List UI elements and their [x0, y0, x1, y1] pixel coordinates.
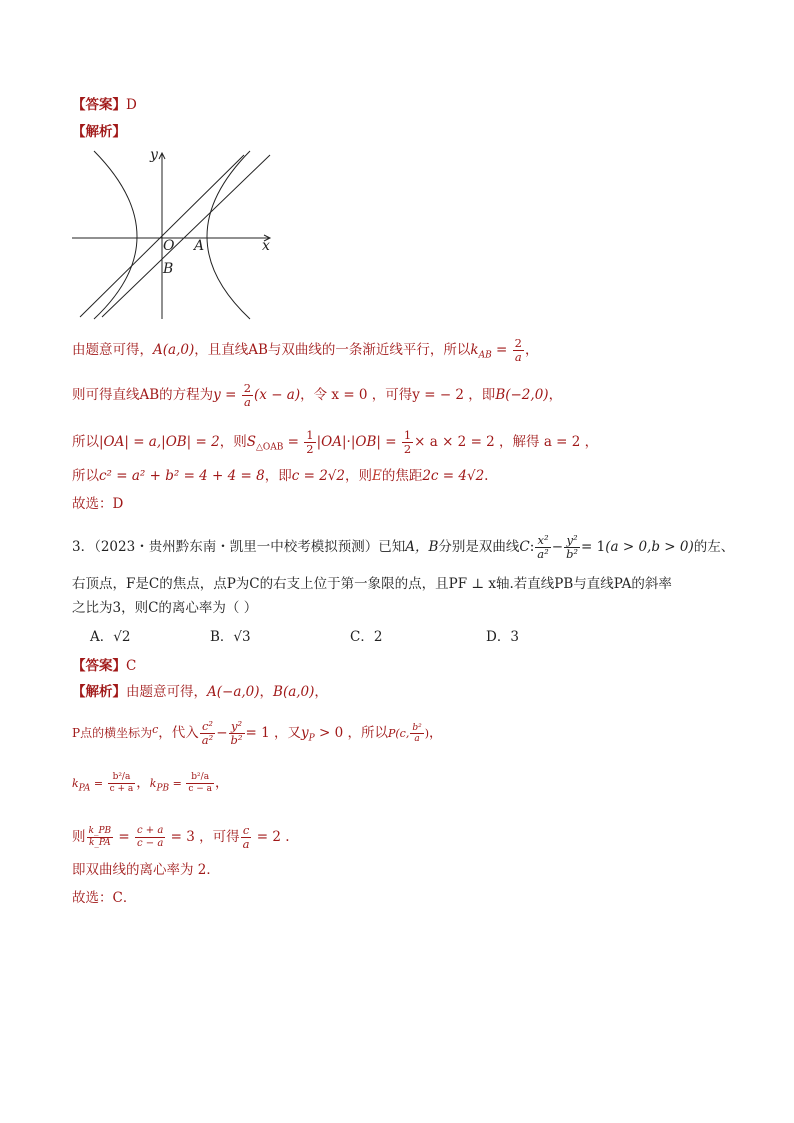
text: 所以 [72, 468, 99, 484]
x-label: x [262, 238, 270, 254]
text: ， [429, 725, 443, 741]
answer-label: 【答案】 [72, 97, 126, 113]
text: = 3 ，可得 [166, 829, 240, 845]
text: E [371, 468, 382, 484]
denominator: a² [201, 733, 214, 747]
fraction [242, 382, 253, 409]
text: : [529, 539, 535, 555]
fraction [410, 723, 423, 744]
text: ， [136, 775, 150, 791]
text: ， [259, 684, 274, 700]
numerator: 2 [514, 336, 522, 350]
text: c = 2√2 [291, 468, 345, 484]
text: ，则 [219, 434, 247, 450]
text: ， [548, 387, 563, 403]
text: k [149, 777, 157, 790]
text: 故选：C． [72, 890, 137, 906]
slope-symbol: k [470, 342, 479, 358]
numerator: b² [412, 723, 422, 733]
numerator: c [241, 824, 252, 838]
text: ，代入 [158, 725, 199, 741]
text: y = [213, 387, 241, 403]
answer-line-3 [72, 656, 136, 676]
text: k [72, 777, 79, 790]
text: 所以 [72, 434, 99, 450]
answer-line-1 [72, 95, 137, 115]
option-a[interactable] [90, 627, 130, 647]
line-ab [102, 155, 270, 317]
text: A(−a,0) [207, 684, 260, 700]
text: 的焦距 [381, 468, 423, 484]
subscript: AB [478, 350, 492, 361]
fraction [535, 534, 550, 561]
analysis-label-1 [72, 122, 126, 142]
text: 由题意可得， [126, 684, 207, 700]
text: B． [210, 629, 234, 645]
option-d[interactable]: D．3 [486, 629, 519, 645]
right-branch [207, 151, 250, 319]
sol1-line3 [72, 429, 598, 458]
point-b-label: B [163, 261, 174, 277]
text: ，即 [264, 468, 292, 484]
text: 3．（2023・贵州黔东南・凯里一中校考模拟预测）已知 [72, 539, 406, 555]
text: ) [424, 727, 430, 740]
denominator: k_PA [88, 838, 111, 848]
numerator: 1 [306, 428, 314, 442]
subscript: △OAB [255, 442, 284, 453]
numerator: 1 [403, 428, 412, 442]
text: = 1 ，又 [245, 725, 301, 741]
subscript: PA [78, 783, 91, 794]
numerator: c² [200, 720, 215, 734]
analysis-label: 【解析】 [72, 684, 126, 700]
fraction [513, 337, 524, 364]
answer-value: D [126, 97, 137, 113]
origin-label: O [163, 238, 175, 254]
text: |OA|·|OB| = [316, 434, 401, 450]
text: = [283, 434, 304, 450]
numerator: b²/a [186, 772, 214, 784]
text: 即双曲线的离心率为 2． [72, 862, 220, 878]
numerator: b²/a [108, 772, 136, 784]
question-3-line2 [72, 574, 672, 594]
text: A，B [405, 539, 439, 555]
fraction [402, 429, 413, 456]
left-branch [94, 151, 137, 319]
denominator: a [514, 350, 522, 364]
text: 2c = 4√2 [422, 468, 485, 484]
analysis-line-3 [72, 682, 328, 702]
text: ，则 [344, 468, 372, 484]
text: = [169, 777, 186, 790]
denominator: a [242, 837, 250, 851]
text: = [90, 777, 107, 790]
text: 故选：D [72, 496, 124, 512]
text: 由题意可得， [72, 342, 153, 358]
point-a: A(a,0) [153, 342, 195, 358]
text: C [519, 539, 530, 555]
text: 则 [72, 829, 86, 845]
denominator: b² [566, 547, 579, 561]
sol1-line2 [72, 382, 562, 409]
numerator: k_PB [88, 826, 112, 836]
numerator: c + a [137, 825, 164, 836]
sol1-line4 [72, 466, 488, 486]
denominator: b² [230, 733, 243, 747]
hyperbola-graph [72, 147, 282, 322]
denominator: c − a [188, 784, 213, 794]
text: |OA| = a,|OB| = 2 [99, 434, 220, 450]
denominator: a² [537, 547, 549, 561]
sol3-line3 [72, 772, 229, 799]
sol3-line2 [72, 720, 443, 749]
point-a-label: A [194, 238, 205, 254]
answer-label: 【答案】 [72, 658, 126, 674]
numerator: y² [229, 720, 245, 734]
text: B(a,0) [273, 684, 315, 700]
text: = [491, 342, 512, 358]
denominator: c + a [109, 784, 134, 794]
fraction [87, 826, 114, 849]
text: 右顶点，F是C的焦点，点P为C的右支上位于第一象限的点，且PF ⊥ x轴.若直线PB与直线PA的斜率 [72, 576, 672, 592]
text: = 2 . [252, 829, 290, 845]
denominator: 2 [403, 442, 412, 456]
text: A． [90, 629, 114, 645]
text: 分别是双曲线 [438, 539, 520, 555]
numerator: y² [564, 534, 580, 548]
area-symbol: S [246, 434, 256, 450]
subscript: P [308, 733, 315, 744]
fraction [564, 534, 580, 561]
text: P点的横坐标为 [72, 726, 153, 740]
denominator: c − a [137, 838, 164, 849]
analysis-label: 【解析】 [72, 124, 126, 140]
text: ， [524, 342, 539, 358]
fraction [108, 772, 136, 795]
numerator: 2 [243, 381, 252, 395]
fraction [241, 824, 252, 851]
text: = 1 [581, 539, 606, 555]
sol1-line5 [72, 494, 123, 514]
denominator: a [414, 734, 420, 744]
text: 之比为3，则C的离心率为（ ） [72, 600, 258, 616]
text: 的左、 [693, 539, 735, 555]
text: × a × 2 = 2 ，解得 a = 2 ， [414, 434, 599, 450]
text: ， [314, 684, 328, 700]
text: √3 [233, 629, 251, 645]
text: ，且直线AB与双曲线的一条渐近线平行，所以 [194, 342, 471, 358]
fraction [229, 720, 245, 747]
y-label: y [150, 147, 158, 163]
text: y [301, 725, 309, 741]
text: = [114, 829, 135, 845]
option-b[interactable] [210, 627, 251, 647]
text: c [152, 723, 159, 736]
numerator: x² [535, 534, 550, 548]
sol3-line6 [72, 888, 136, 908]
text: 则可得直线AB的方程为 [72, 387, 214, 403]
point-b: B(−2,0) [495, 387, 549, 403]
option-c[interactable]: C．2 [350, 629, 383, 645]
question-3-line1 [72, 534, 734, 561]
fraction [304, 429, 315, 456]
sol1-line1 [72, 337, 538, 366]
answer-value: C [126, 658, 137, 674]
fraction [200, 720, 215, 747]
text: c² = a² + b² = 4 + 4 = 8 [99, 468, 265, 484]
question-3-line3 [72, 598, 257, 618]
text: − [551, 539, 564, 555]
text: ， [215, 775, 229, 791]
text: (a > 0,b > 0) [605, 539, 694, 555]
text: ，令 x = 0 ，可得y = − 2 ，即 [300, 387, 496, 403]
subscript: PB [156, 783, 170, 794]
fraction [186, 772, 214, 795]
sol3-line5 [72, 860, 220, 880]
sol3-line4 [72, 824, 290, 851]
text: (x − a) [254, 387, 301, 403]
text: √2 [113, 629, 131, 645]
text: P(c, [387, 727, 410, 740]
denominator: a [243, 395, 251, 409]
text: > 0 ，所以 [314, 725, 388, 741]
text: − [216, 725, 228, 741]
text: . [484, 468, 489, 484]
fraction [135, 825, 165, 850]
denominator: 2 [306, 442, 314, 456]
